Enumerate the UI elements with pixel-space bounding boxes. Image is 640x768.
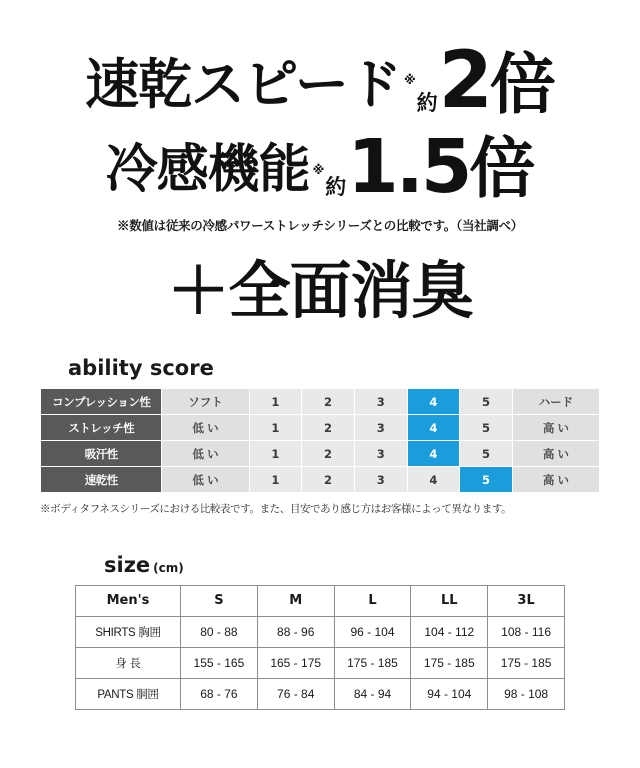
size-title-text: size: [104, 552, 151, 577]
ability-scale-2: 2: [302, 389, 355, 415]
size-cell: 175 - 185: [488, 647, 565, 678]
table-row: [41, 415, 600, 441]
size-table-head: [76, 585, 565, 616]
headline-plus-feature: ＋全面消臭: [167, 254, 473, 327]
headline-line-1-number: 2: [438, 36, 490, 126]
ability-row-label: 吸汗性: [41, 441, 162, 467]
ability-scale-3: 3: [354, 467, 407, 493]
ability-scale-5: 5: [460, 467, 513, 493]
headline-footnote: ※数値は従来の冷感パワーストレッチシリーズとの比較です。（当社調べ）: [117, 219, 523, 233]
table-row: [41, 467, 600, 493]
reference-mark-icon: ※: [403, 73, 416, 87]
ability-row-label: 速乾性: [41, 467, 162, 493]
size-cell: 88 - 96: [257, 616, 334, 647]
size-cell: 96 - 104: [334, 616, 411, 647]
ability-scale-2: 2: [302, 441, 355, 467]
headline-line-2: [28, 124, 612, 210]
size-row-label: PANTS 胴囲: [76, 678, 181, 709]
headline-line-2-unit: 倍: [469, 130, 535, 207]
headline-block: [28, 0, 612, 327]
ability-scale-1: 1: [249, 415, 302, 441]
ability-scale-3: 3: [354, 441, 407, 467]
size-cell: 175 - 185: [411, 647, 488, 678]
ability-scale-4: 4: [407, 441, 460, 467]
size-cell: 175 - 185: [334, 647, 411, 678]
ability-table-body: [41, 389, 600, 493]
ability-row-low: ソフト: [162, 389, 249, 415]
table-row: [76, 678, 565, 709]
size-row-label: SHIRTS 胸囲: [76, 616, 181, 647]
ability-row-low: 低 い: [162, 441, 249, 467]
ability-row-high: 高 い: [512, 441, 599, 467]
table-row: [76, 616, 565, 647]
table-row: [41, 389, 600, 415]
headline-line-1-unit: 倍: [489, 46, 555, 123]
ability-scale-5: 5: [460, 389, 513, 415]
headline-line-1: [28, 36, 612, 126]
ability-scale-1: 1: [249, 441, 302, 467]
headline-line-2-approx: 約: [325, 175, 347, 199]
ability-scale-4: 4: [407, 415, 460, 441]
headline-line-1-text: 速乾スピード: [85, 53, 401, 116]
size-title: [104, 553, 612, 577]
ability-row-low: 低 い: [162, 415, 249, 441]
size-header-0: Men's: [76, 585, 181, 616]
ability-scale-1: 1: [249, 467, 302, 493]
ability-scale-3: 3: [354, 389, 407, 415]
size-title-unit: (cm): [153, 560, 184, 575]
ability-scale-2: 2: [302, 415, 355, 441]
ability-scale-2: 2: [302, 467, 355, 493]
headline-line-2-number: 1.5: [347, 124, 470, 210]
ability-score-footnote: ※ボディタフネスシリーズにおける比較表です。また、目安であり感じ方はお客様によって異なります。: [40, 503, 512, 515]
size-cell: 108 - 116: [488, 616, 565, 647]
size-header-1: S: [181, 585, 258, 616]
ability-row-low: 低 い: [162, 467, 249, 493]
table-row: [76, 585, 565, 616]
table-row: [76, 647, 565, 678]
ability-row-high: 高 い: [512, 415, 599, 441]
size-cell: 68 - 76: [181, 678, 258, 709]
headline-line-1-approx: 約: [416, 91, 438, 115]
table-row: [41, 441, 600, 467]
ability-score-title: ability score: [68, 356, 214, 380]
size-cell: 155 - 165: [181, 647, 258, 678]
ability-scale-3: 3: [354, 415, 407, 441]
size-table-body: [76, 616, 565, 709]
size-cell: 76 - 84: [257, 678, 334, 709]
ability-row-high: ハード: [512, 389, 599, 415]
ability-row-label: コンプレッション性: [41, 389, 162, 415]
ability-scale-5: 5: [460, 415, 513, 441]
ability-scale-5: 5: [460, 441, 513, 467]
headline-line-2-text: 冷感機能: [105, 140, 310, 200]
size-header-3: L: [334, 585, 411, 616]
size-header-4: LL: [411, 585, 488, 616]
size-cell: 80 - 88: [181, 616, 258, 647]
size-cell: 84 - 94: [334, 678, 411, 709]
size-cell: 98 - 108: [488, 678, 565, 709]
ability-row-label: ストレッチ性: [41, 415, 162, 441]
ability-scale-1: 1: [249, 389, 302, 415]
size-header-2: M: [257, 585, 334, 616]
size-header-5: 3L: [488, 585, 565, 616]
ability-scale-4: 4: [407, 389, 460, 415]
size-row-label: 身 長: [76, 647, 181, 678]
reference-mark-icon-2: ※: [312, 163, 325, 177]
size-cell: 104 - 112: [411, 616, 488, 647]
ability-score-table: [40, 388, 600, 493]
size-cell: 94 - 104: [411, 678, 488, 709]
size-table: [75, 585, 565, 710]
ability-scale-4: 4: [407, 467, 460, 493]
size-cell: 165 - 175: [257, 647, 334, 678]
ability-row-high: 高 い: [512, 467, 599, 493]
